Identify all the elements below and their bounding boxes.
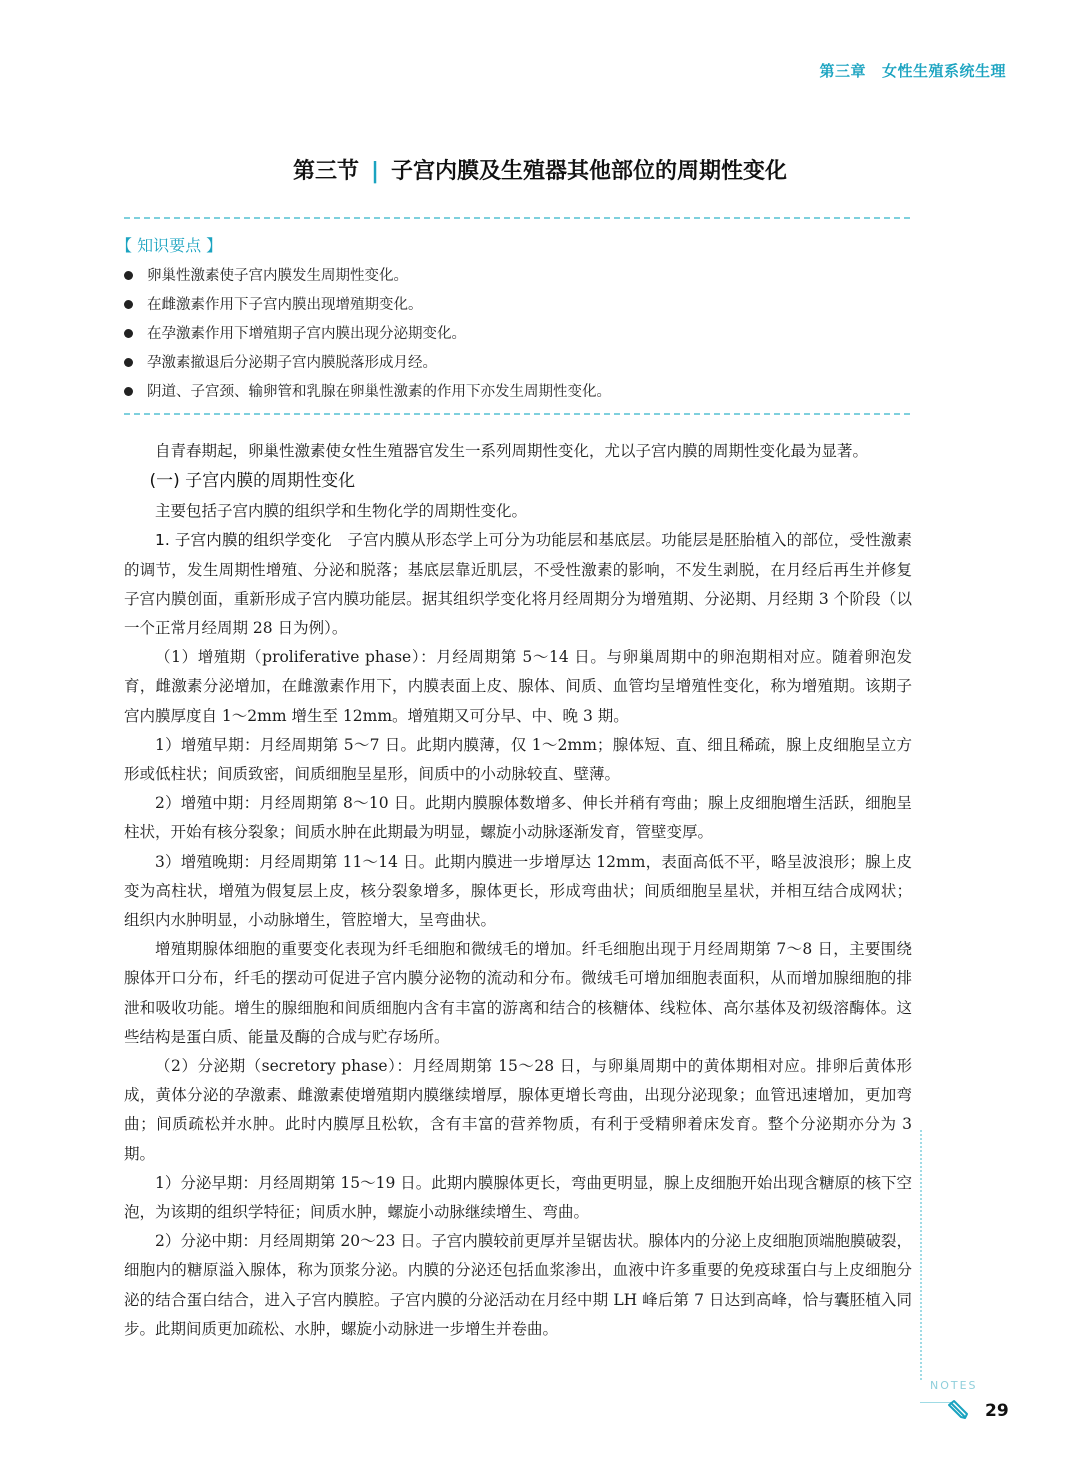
top-divider — [124, 217, 910, 219]
key-point-item — [120, 349, 910, 378]
section-number: 第三节 — [292, 159, 359, 184]
running-head-title: 女性生殖系统生理 — [881, 62, 1006, 80]
histology-paragraph — [124, 526, 912, 643]
bullet-dot-icon — [124, 271, 133, 280]
key-point-item — [120, 378, 910, 407]
body-text — [124, 437, 912, 1344]
key-point-text: 阴道、子宫颈、输卵管和乳腺在卵巢性激素的作用下亦发生周期性变化。 — [147, 384, 611, 400]
secretory-paragraph: （2）分泌期（secretory phase）：月经周期第 15～28 日，与卵巢周期中的黄体期相对应。排卵后黄体形成，黄体分泌的孕激素、雌激素使增殖期内膜继续增厚，腺体更增长弯曲，出现分泌现象；血管迅速增加，更加弯曲；间质疏松并水肿。此时内膜厚且松软，含有丰富的营养物质，有利于受精卵着床发育。整个分泌期亦分为 3 期。 — [124, 1057, 912, 1163]
summary-paragraph: 主要包括子宫内膜的组织学和生物化学的周期性变化。 — [155, 502, 528, 521]
proliferative-late-paragraph: 3）增殖晚期：月经周期第 11～14 日。此期内膜进一步增厚达 12mm，表面高低不平，略呈波浪形；腺上皮变为高柱状，增殖为假复层上皮，核分裂象增多，腺体更长，形成弯曲状；间质细胞呈星状，并相互结合成网状；组织内水肿明显，小动脉增生，管腔增大，呈弯曲状。 — [124, 852, 912, 930]
section-title — [0, 154, 1080, 185]
key-point-item — [120, 291, 910, 320]
proliferative-mid-paragraph: 2）增殖中期：月经周期第 8～10 日。此期内膜腺体数增多、伸长并稍有弯曲；腺上皮细胞增生活跃，细胞呈柱状，开始有核分裂象；间质水肿在此期最为明显，螺旋小动脉逐渐发育，管壁变厚。 — [124, 794, 912, 842]
proliferative-paragraph: （1）增殖期（proliferative phase）：月经周期第 5～14 日。与卵巢周期中的卵泡期相对应。随着卵泡发育，雌激素分泌增加，在雌激素作用下，内膜表面上皮、腺体、间质、血管均呈增殖性变化，称为增殖期。该期子宫内膜厚度自 1～2mm 增生至 12mm。增殖期又可分早、中、晚 3 期。 — [124, 648, 912, 725]
running-head — [819, 60, 1006, 81]
key-point-item — [120, 320, 910, 349]
key-point-text: 孕激素撤退后分泌期子宫内膜脱落形成月经。 — [147, 355, 437, 371]
histology-text: 子宫内膜从形态学上可分为功能层和基底层。功能层是胚胎植入的部位，受性激素的调节，发生周期性增殖、分泌和脱落；基底层靠近肌层，不受性激素的影响，不发生剥脱，在月经后再生并修复子宫内膜创面，重新形成子宫内膜功能层。据其组织学变化将月经周期分为增殖期、分泌期、月经期 3 个阶段（以一个正常月经周期 28 日为例）。 — [124, 531, 912, 638]
pencil-icon — [946, 1398, 970, 1422]
running-head-chapter: 第三章 — [819, 62, 866, 80]
notes-margin-line — [920, 1130, 922, 1380]
bullet-dot-icon — [124, 329, 133, 338]
notes-label: NOTES — [930, 1379, 978, 1392]
proliferative-early-paragraph: 1）增殖早期：月经周期第 5～7 日。此期内膜薄，仅 1～2mm；腺体短、直、细且稀疏，腺上皮细胞呈立方形或低柱状；间质致密，间质细胞呈星形，间质中的小动脉较直、壁薄。 — [124, 735, 912, 784]
subsection-heading: (一) 子宫内膜的周期性变化 — [149, 471, 356, 492]
title-divider: | — [370, 159, 380, 184]
secretory-early-paragraph: 1）分泌早期：月经周期第 15～19 日。此期内膜腺体更长，弯曲更明显，腺上皮细胞开始出现含糖原的核下空泡，为该期的组织学特征；间质水肿，螺旋小动脉继续增生、弯曲。 — [124, 1173, 912, 1222]
key-point-item — [120, 262, 910, 291]
bottom-divider — [124, 413, 910, 415]
proliferative-cells-paragraph: 增殖期腺体细胞的重要变化表现为纤毛细胞和微绒毛的增加。纤毛细胞出现于月经周期第 7～8 日，主要围绕腺体开口分布，纤毛的摆动可促进子宫内膜分泌物的流动和分布。微绒毛可增加细胞表面积，从而增加腺细胞的排泄和吸收功能。增生的腺细胞和间质细胞内含有丰富的游离和结合的核糖体、线粒体、高尔基体及初级溶酶体。这些结构是蛋白质、能量及酶的合成与贮存场所。 — [124, 940, 912, 1046]
secretory-mid-paragraph: 2）分泌中期：月经周期第 20～23 日。子宫内膜较前更厚并呈锯齿状。腺体内的分泌上皮细胞顶端胞膜破裂，细胞内的糖原溢入腺体，称为顶浆分泌。内膜的分泌还包括血浆渗出，血液中许多重要的免疫球蛋白与上皮细胞分泌的结合蛋白结合，进入子宫内膜腔。子宫内膜的分泌活动在月经中期 LH 峰后第 7 日达到高峰，恰与囊胚植入同步。此期间质更加疏松、水肿，螺旋小动脉进一步增生并卷曲。 — [124, 1232, 912, 1338]
intro-paragraph: 自青春期起，卵巢性激素使女性生殖器官发生一系列周期性变化，尤以子宫内膜的周期性变化最为显著。 — [155, 442, 869, 460]
bullet-dot-icon — [124, 358, 133, 367]
section-title-text: 子宫内膜及生殖器其他部位的周期性变化 — [391, 159, 788, 184]
key-point-text: 在雌激素作用下子宫内膜出现增殖期变化。 — [147, 297, 423, 313]
key-points-list — [120, 262, 910, 407]
key-point-text: 卵巢性激素使子宫内膜发生周期性变化。 — [147, 268, 408, 284]
bullet-dot-icon — [124, 387, 133, 396]
key-point-text: 在孕激素作用下增殖期子宫内膜出现分泌期变化。 — [147, 326, 466, 342]
key-points-header: 【 知识要点 】 — [116, 236, 223, 255]
bullet-dot-icon — [124, 300, 133, 309]
page-number: 29 — [985, 1401, 1009, 1421]
histology-lead: 1. 子宫内膜的组织学变化 — [155, 531, 332, 550]
